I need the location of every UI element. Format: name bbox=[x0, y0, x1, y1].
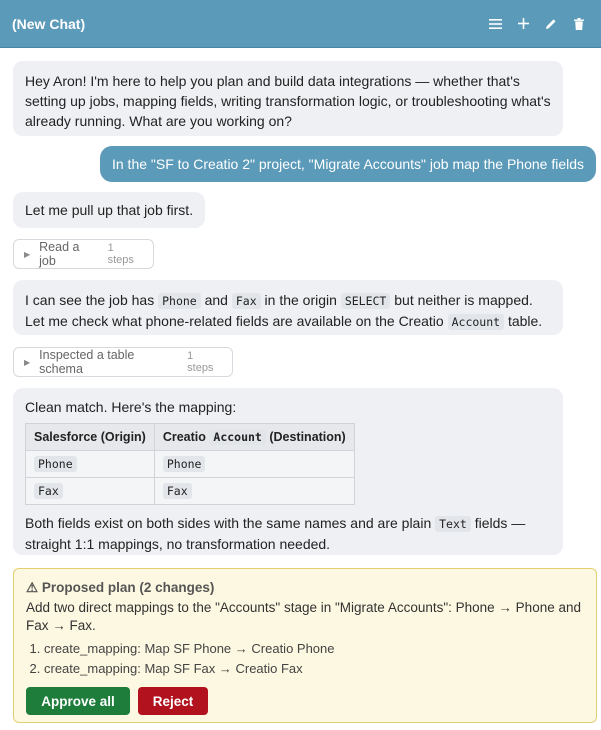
message-text: I can see the job has bbox=[25, 292, 159, 308]
table-cell-origin bbox=[26, 451, 155, 478]
inline-code: Phone bbox=[34, 456, 77, 472]
step-read-job[interactable] bbox=[13, 239, 154, 269]
message-text: In the "SF to Creatio 2" project, "Migrate Accounts" job map the Phone fields bbox=[111, 156, 584, 172]
plan-actions bbox=[26, 687, 584, 715]
expand-triangle-icon: ▶ bbox=[24, 249, 31, 259]
trash-icon[interactable] bbox=[569, 14, 589, 34]
inline-code: Fax bbox=[34, 483, 63, 499]
plan-steps-list bbox=[26, 639, 584, 679]
menu-icon[interactable] bbox=[485, 14, 505, 34]
chat-title: (New Chat) bbox=[12, 15, 86, 32]
plan-title-text: Proposed plan (2 changes) bbox=[41, 580, 215, 595]
table-cell-destination bbox=[154, 451, 354, 478]
mapping-table bbox=[25, 423, 355, 505]
step-label: Read a job bbox=[39, 240, 80, 268]
header-toolbar bbox=[485, 14, 589, 34]
column-header-destination: Creatio Account (Destination) bbox=[154, 424, 354, 451]
plan-step-item: 2. create_mapping: Map SF Fax → Creatio Fax bbox=[44, 659, 584, 679]
inline-code: Phone bbox=[163, 456, 206, 472]
table-cell-origin bbox=[26, 478, 155, 505]
inline-code: Phone bbox=[158, 293, 201, 309]
mapping-intro: Clean match. Here's the mapping: bbox=[25, 399, 237, 415]
table-header-row bbox=[26, 424, 355, 451]
message-text: table. bbox=[504, 313, 543, 329]
assistant-message-greeting bbox=[13, 61, 563, 136]
step-count: 1 steps bbox=[187, 350, 214, 374]
inline-code: Account bbox=[448, 314, 504, 330]
chat-log bbox=[0, 48, 601, 730]
assistant-message-pull-up bbox=[13, 192, 205, 228]
plan-step-item: 1. create_mapping: Map SF Phone → Creatio Phone bbox=[44, 639, 584, 659]
reject-button[interactable]: Reject bbox=[138, 687, 208, 715]
user-message bbox=[100, 146, 596, 182]
plus-icon[interactable] bbox=[513, 14, 533, 34]
proposed-plan-card bbox=[13, 568, 597, 723]
message-text: and bbox=[200, 292, 232, 308]
inline-code: SELECT bbox=[341, 293, 391, 309]
step-inspect-schema[interactable] bbox=[13, 347, 233, 377]
mapping-outro: Both fields exist on both sides with the same names and are plain Text fields — straight 1:1 mappings, no transformation needed. bbox=[25, 515, 526, 552]
inline-code: Text bbox=[435, 516, 471, 532]
assistant-message-mapping bbox=[13, 388, 563, 555]
table-cell-destination bbox=[154, 478, 354, 505]
message-text: in the origin bbox=[260, 292, 341, 308]
column-header-origin: Salesforce (Origin) bbox=[26, 424, 155, 451]
plan-description: Add two direct mappings to the "Accounts" stage in "Migrate Accounts": Phone → Phone and Fax → Fax. bbox=[26, 600, 581, 633]
inline-code: Account bbox=[209, 429, 265, 445]
expand-triangle-icon: ▶ bbox=[24, 357, 31, 367]
inline-code: Fax bbox=[163, 483, 192, 499]
assistant-message-inspect bbox=[13, 280, 563, 335]
chat-header bbox=[0, 0, 601, 48]
message-text: Let me pull up that job first. bbox=[25, 202, 194, 218]
step-count: 1 steps bbox=[107, 242, 134, 266]
inline-code: Fax bbox=[232, 293, 261, 309]
step-label: Inspected a table schema bbox=[39, 348, 135, 376]
pencil-icon[interactable] bbox=[541, 14, 561, 34]
warning-icon: ⚠ bbox=[26, 580, 39, 595]
table-row bbox=[26, 451, 355, 478]
table-row bbox=[26, 478, 355, 505]
approve-all-button[interactable]: Approve all bbox=[26, 687, 130, 715]
message-text: but neither is mapped. Let me check what phone-related fields are available on the Creatio bbox=[25, 292, 533, 329]
plan-title bbox=[26, 579, 584, 597]
message-text: Hey Aron! I'm here to help you plan and build data integrations — whether that's setting up jobs, mapping fields, writing transformation logic, or troubleshooting what's already running. What are you working on? bbox=[25, 73, 551, 129]
